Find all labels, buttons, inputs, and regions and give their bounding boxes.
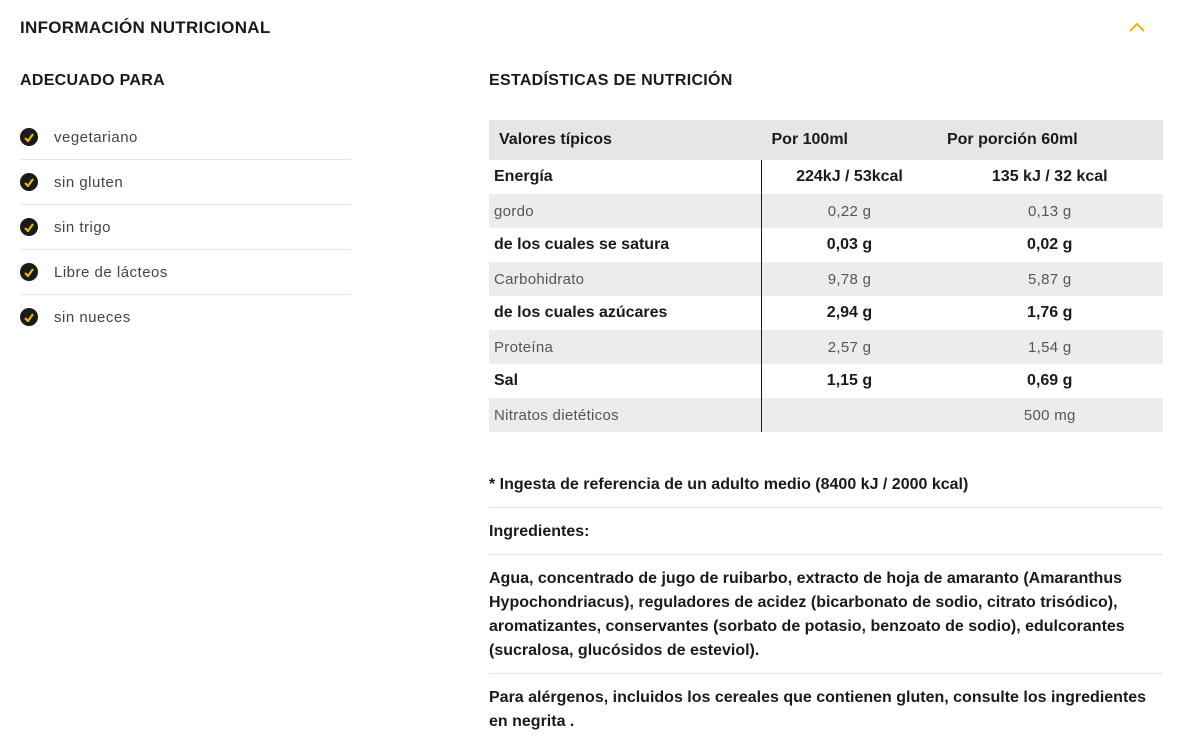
ingredients-title: Ingredientes: [489, 517, 1163, 555]
header-per100: Por 100ml [762, 120, 937, 160]
check-icon [20, 218, 38, 236]
portion-value: 0,69 g [1027, 372, 1073, 389]
suitable-item [20, 250, 351, 295]
notes [489, 470, 1163, 753]
portion-value: 1,76 g [1027, 304, 1073, 321]
header-typical: Valores típicos [489, 120, 762, 160]
table-row [489, 262, 1163, 296]
check-icon [20, 128, 38, 146]
suitable-list [20, 115, 351, 339]
portion-value: 1,54 g [937, 330, 1163, 364]
per100-value: 2,57 g [762, 330, 937, 364]
table-row [489, 296, 1163, 330]
table-row [489, 364, 1163, 398]
table-row [489, 398, 1163, 432]
section-title: INFORMACIÓN NUTRICIONAL [20, 18, 271, 37]
allergens-note: Para alérgenos, incluidos los cereales que contienen gluten, consulte los ingredientes en negrita . [489, 689, 1147, 730]
portion-value: 500 mg [937, 398, 1163, 432]
nutrient-label: de los cuales azúcares [489, 296, 762, 330]
portion-value: 0,02 g [1027, 236, 1073, 253]
nutrient-label: de los cuales se satura [489, 228, 762, 262]
nutrition-table [489, 120, 1163, 432]
check-icon [20, 173, 38, 191]
suitable-title: ADECUADO PARA [20, 72, 165, 89]
suitable-item [20, 160, 351, 205]
nutrient-label: Sal [489, 364, 762, 398]
suitable-item-label: vegetariano [54, 128, 138, 146]
per100-value: 2,94 g [826, 304, 873, 321]
per100-value: 224kJ / 53kcal [796, 168, 903, 185]
ingredients-text: Agua, concentrado de jugo de ruibarbo, extracto de hoja de amaranto (Amaranthus Hypochondriacus), reguladores de acidez (bicarbonato de sodio, citrato trisódico), aromatizantes, conservantes (sorbato de potasio, benzoato de sodio), edulcorantes (sucralosa, glucósidos de esteviol). [489, 564, 1163, 674]
portion-value: 135 kJ / 32 kcal [991, 168, 1108, 185]
suitable-item-label: sin gluten [54, 173, 124, 191]
per100-value: 0,03 g [826, 236, 873, 253]
suitable-item [20, 115, 351, 160]
per100-value: 1,15 g [826, 372, 873, 389]
table-row [489, 160, 1163, 194]
nutrient-label: gordo [489, 194, 762, 228]
nutrition-title: ESTADÍSTICAS DE NUTRICIÓN [489, 72, 733, 89]
suitable-item [20, 295, 351, 339]
check-icon [20, 308, 38, 326]
check-icon [20, 263, 38, 281]
nutrient-label: Energía [489, 160, 762, 194]
nutrient-label: Proteína [489, 330, 762, 364]
suitable-item-label: Libre de lácteos [54, 263, 168, 281]
per100-value [762, 398, 937, 432]
reference-note: * Ingesta de referencia de un adulto medio (8400 kJ / 2000 kcal) [489, 470, 1163, 508]
portion-value: 0,13 g [937, 194, 1163, 228]
table-row [489, 194, 1163, 228]
per100-value: 0,22 g [762, 194, 937, 228]
per100-value: 9,78 g [762, 262, 937, 296]
nutrient-label: Carbohidrato [489, 262, 762, 296]
table-row [489, 330, 1163, 364]
suitable-item-label: sin nueces [54, 308, 131, 326]
portion-value: 5,87 g [937, 262, 1163, 296]
suitable-item [20, 205, 351, 250]
nutrient-label: Nitratos dietéticos [489, 398, 762, 432]
table-row [489, 228, 1163, 262]
header-portion: Por porción 60ml [937, 120, 1163, 160]
chevron-up-icon[interactable] [1128, 20, 1146, 34]
suitable-item-label: sin trigo [54, 218, 112, 236]
